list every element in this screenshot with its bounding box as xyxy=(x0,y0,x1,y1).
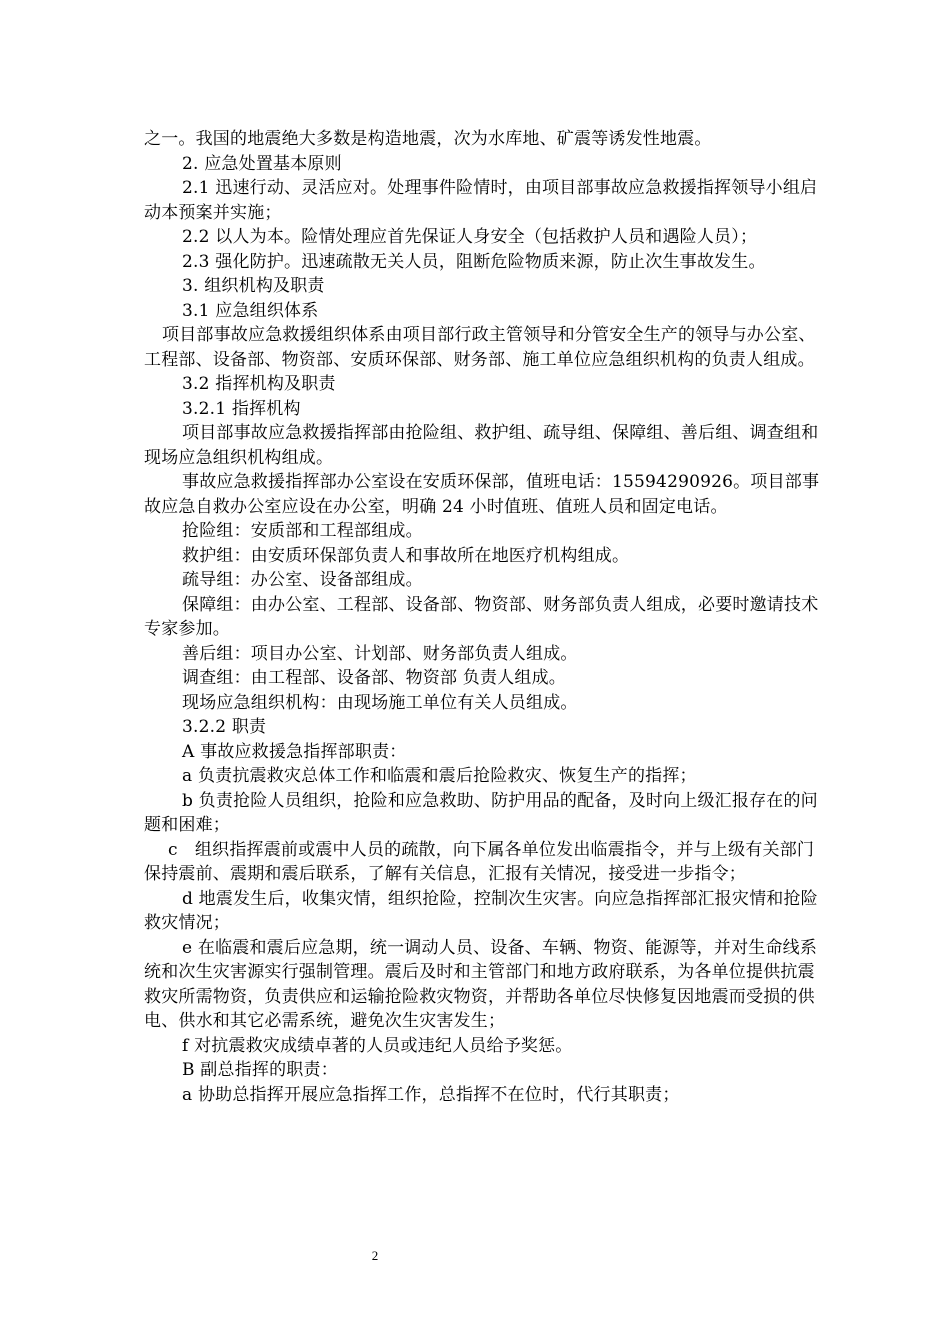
paragraph: 3. 组织机构及职责 xyxy=(182,276,325,296)
paragraph: B 副总指挥的职责： xyxy=(182,1060,338,1080)
paragraph: 2.3 强化防护。迅速疏散无关人员，阻断危险物质来源，防止次生事故发生。 xyxy=(182,251,766,272)
paragraph: 疏导组：办公室、设备部组成。 xyxy=(182,570,423,590)
document-body xyxy=(144,127,826,1107)
paragraph: 救护组：由安质环保部负责人和事故所在地医疗机构组成。 xyxy=(182,545,630,566)
paragraph: 3.2.2 职责 xyxy=(182,717,267,737)
paragraph: b 负责抢险人员组织，抢险和应急救助、防护用品的配备，及时向上级汇报存在的问题和困难； xyxy=(144,790,818,835)
paragraph: d 地震发生后，收集灾情，组织抢险，控制次生灾害。向应急指挥部汇报灾情和抢险救灾情况； xyxy=(144,888,818,933)
paragraph: f 对抗震救灾成绩卓著的人员或违纪人员给予奖惩。 xyxy=(182,1035,573,1056)
paragraph: A 事故应救援急指挥部职责： xyxy=(182,741,407,762)
paragraph: 3.2.1 指挥机构 xyxy=(182,398,301,419)
paragraph: a 协助总指挥开展应急指挥工作，总指挥不在位时，代行其职责； xyxy=(182,1084,680,1105)
paragraph: 项目部事故应急救援指挥部由抢险组、救护组、疏导组、保障组、善后组、调查组和现场应急组织机构组成。 xyxy=(144,423,819,468)
paragraph: c 组织指挥震前或震中人员的疏散，向下属各单位发出临震指令，并与上级有关部门保持震前、震期和震后联系，了解有关信息，汇报有关情况，接受进一步指令； xyxy=(144,839,815,884)
paragraph: 现场应急组织机构：由现场施工单位有关人员组成。 xyxy=(182,692,578,713)
paragraph: 事故应急救援指挥部办公室设在安质环保部，值班电话：15594290926。项目部事故应急自救办公室应设在办公室，明确 24 小时值班、值班人员和固定电话。 xyxy=(144,472,820,517)
paragraph: e 在临震和震后应急期，统一调动人员、设备、车辆、物资、能源等，并对生命线系统和次生灾害源实行强制管理。震后及时和主管部门和地方政府联系，为各单位提供抗震救灾所需物资，负责供应和运输抢险救灾物资，并帮助各单位尽快修复因地震而受损的供电、供水和其它必需系统，避免次生灾害发生； xyxy=(144,937,818,1031)
paragraph: 保障组：由办公室、工程部、设备部、物资部、财务部负责人组成，必要时邀请技术专家参加。 xyxy=(144,594,819,639)
paragraph: 抢险组：安质部和工程部组成。 xyxy=(182,521,423,541)
paragraph: 之一。我国的地震绝大多数是构造地震，次为水库地、矿震等诱发性地震。 xyxy=(144,129,712,149)
page-number xyxy=(0,1248,950,1264)
paragraph: 善后组：项目办公室、计划部、财务部负责人组成。 xyxy=(182,643,578,664)
paragraph: a 负责抗震救灾总体工作和临震和震后抢险救灾、恢复生产的指挥； xyxy=(182,766,697,786)
paragraph: 2. 应急处置基本原则 xyxy=(182,153,342,174)
paragraph: 2.1 迅速行动、灵活应对。处理事件险情时，由项目部事故应急救援指挥领导小组启动本预案并实施； xyxy=(144,178,818,223)
page-number-text: 2 xyxy=(371,1248,379,1263)
paragraph: 调查组：由工程部、设备部、物资部 负责人组成。 xyxy=(182,668,567,688)
paragraph: 3.2 指挥机构及职责 xyxy=(182,374,336,394)
paragraph: 项目部事故应急救援组织体系由项目部行政主管领导和分管安全生产的领导与办公室、工程部、设备部、物资部、安质环保部、财务部、施工单位应急组织机构的负责人组成。 xyxy=(144,325,816,370)
paragraph: 2.2 以人为本。险情处理应首先保证人身安全（包括救护人员和遇险人员）； xyxy=(182,227,758,247)
paragraph: 3.1 应急组织体系 xyxy=(182,300,319,321)
